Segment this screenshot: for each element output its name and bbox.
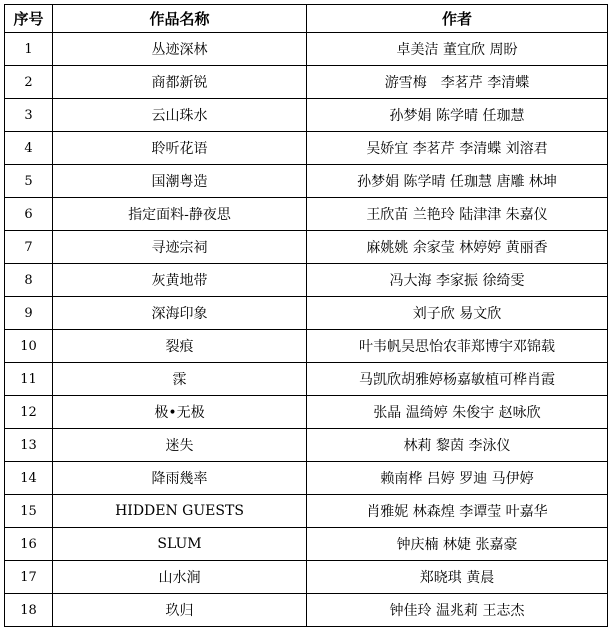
table-row (5, 363, 608, 396)
author-names: 孙梦娟 陈学晴 任珈慧 唐雕 林坤 (307, 165, 608, 198)
works-table (4, 4, 608, 627)
table-row (5, 330, 608, 363)
work-title: 商都新锐 (53, 66, 307, 99)
work-title: 霂 (53, 363, 307, 396)
row-number: 9 (5, 297, 53, 330)
table-row (5, 264, 608, 297)
table-row (5, 99, 608, 132)
table-row (5, 132, 608, 165)
work-title: 裂痕 (53, 330, 307, 363)
header-author: 作者 (307, 5, 608, 33)
author-names: 叶韦帆吴思怡农菲郑博宇邓锦载 (307, 330, 608, 363)
author-names: 林莉 黎茵 李泳仪 (307, 429, 608, 462)
author-names: 马凯欣胡雅婷杨嘉敏植可桦肖霞 (307, 363, 608, 396)
row-number: 5 (5, 165, 53, 198)
table-row (5, 495, 608, 528)
row-number: 12 (5, 396, 53, 429)
author-names: 郑晓琪 黄晨 (307, 561, 608, 594)
table-row (5, 462, 608, 495)
author-names: 王欣苗 兰艳玲 陆津津 朱嘉仪 (307, 198, 608, 231)
header-work-title: 作品名称 (53, 5, 307, 33)
work-title: SLUM (53, 528, 307, 561)
row-number: 6 (5, 198, 53, 231)
table-row (5, 66, 608, 99)
header-row (5, 5, 608, 33)
work-title: 丛迹深林 (53, 33, 307, 66)
row-number: 8 (5, 264, 53, 297)
row-number: 16 (5, 528, 53, 561)
author-names: 卓美洁 董宜欣 周盼 (307, 33, 608, 66)
table-row (5, 198, 608, 231)
row-number: 3 (5, 99, 53, 132)
author-names: 刘子欣 易文欣 (307, 297, 608, 330)
author-names: 张晶 温绮婷 朱俊宇 赵咏欣 (307, 396, 608, 429)
author-names: 钟庆楠 林婕 张嘉豪 (307, 528, 608, 561)
work-title: 国潮粤造 (53, 165, 307, 198)
work-title: 云山珠水 (53, 99, 307, 132)
work-title: 指定面料-静夜思 (53, 198, 307, 231)
work-title: 山水涧 (53, 561, 307, 594)
table-row (5, 33, 608, 66)
work-title: 灰黄地带 (53, 264, 307, 297)
row-number: 17 (5, 561, 53, 594)
author-names: 赖南桦 吕婷 罗迪 马伊婷 (307, 462, 608, 495)
table-row (5, 528, 608, 561)
author-names: 孙梦娟 陈学晴 任珈慧 (307, 99, 608, 132)
author-names: 麻姚姚 余家莹 林婷婷 黄丽香 (307, 231, 608, 264)
row-number: 11 (5, 363, 53, 396)
work-title: 聆听花语 (53, 132, 307, 165)
author-names: 冯大海 李家振 徐绮雯 (307, 264, 608, 297)
work-title: 寻迹宗祠 (53, 231, 307, 264)
works-table-container (4, 4, 608, 627)
row-number: 10 (5, 330, 53, 363)
row-number: 7 (5, 231, 53, 264)
work-title: HIDDEN GUESTS (53, 495, 307, 528)
row-number: 13 (5, 429, 53, 462)
author-names: 吴娇宜 李茗芹 李清蝶 刘溶君 (307, 132, 608, 165)
row-number: 4 (5, 132, 53, 165)
row-number: 2 (5, 66, 53, 99)
author-names: 钟佳玲 温兆莉 王志杰 (307, 594, 608, 627)
row-number: 18 (5, 594, 53, 627)
table-row (5, 594, 608, 627)
header-number: 序号 (5, 5, 53, 33)
work-title: 迷失 (53, 429, 307, 462)
table-row (5, 561, 608, 594)
work-title: 深海印象 (53, 297, 307, 330)
table-row (5, 165, 608, 198)
author-names: 游雪梅 李茗芹 李清蝶 (307, 66, 608, 99)
work-title: 降雨幾率 (53, 462, 307, 495)
work-title: 极•无极 (53, 396, 307, 429)
table-row (5, 231, 608, 264)
row-number: 14 (5, 462, 53, 495)
author-names: 肖雅妮 林森煌 李谭莹 叶嘉华 (307, 495, 608, 528)
table-row (5, 396, 608, 429)
work-title: 玖归 (53, 594, 307, 627)
row-number: 1 (5, 33, 53, 66)
table-row (5, 429, 608, 462)
row-number: 15 (5, 495, 53, 528)
table-row (5, 297, 608, 330)
